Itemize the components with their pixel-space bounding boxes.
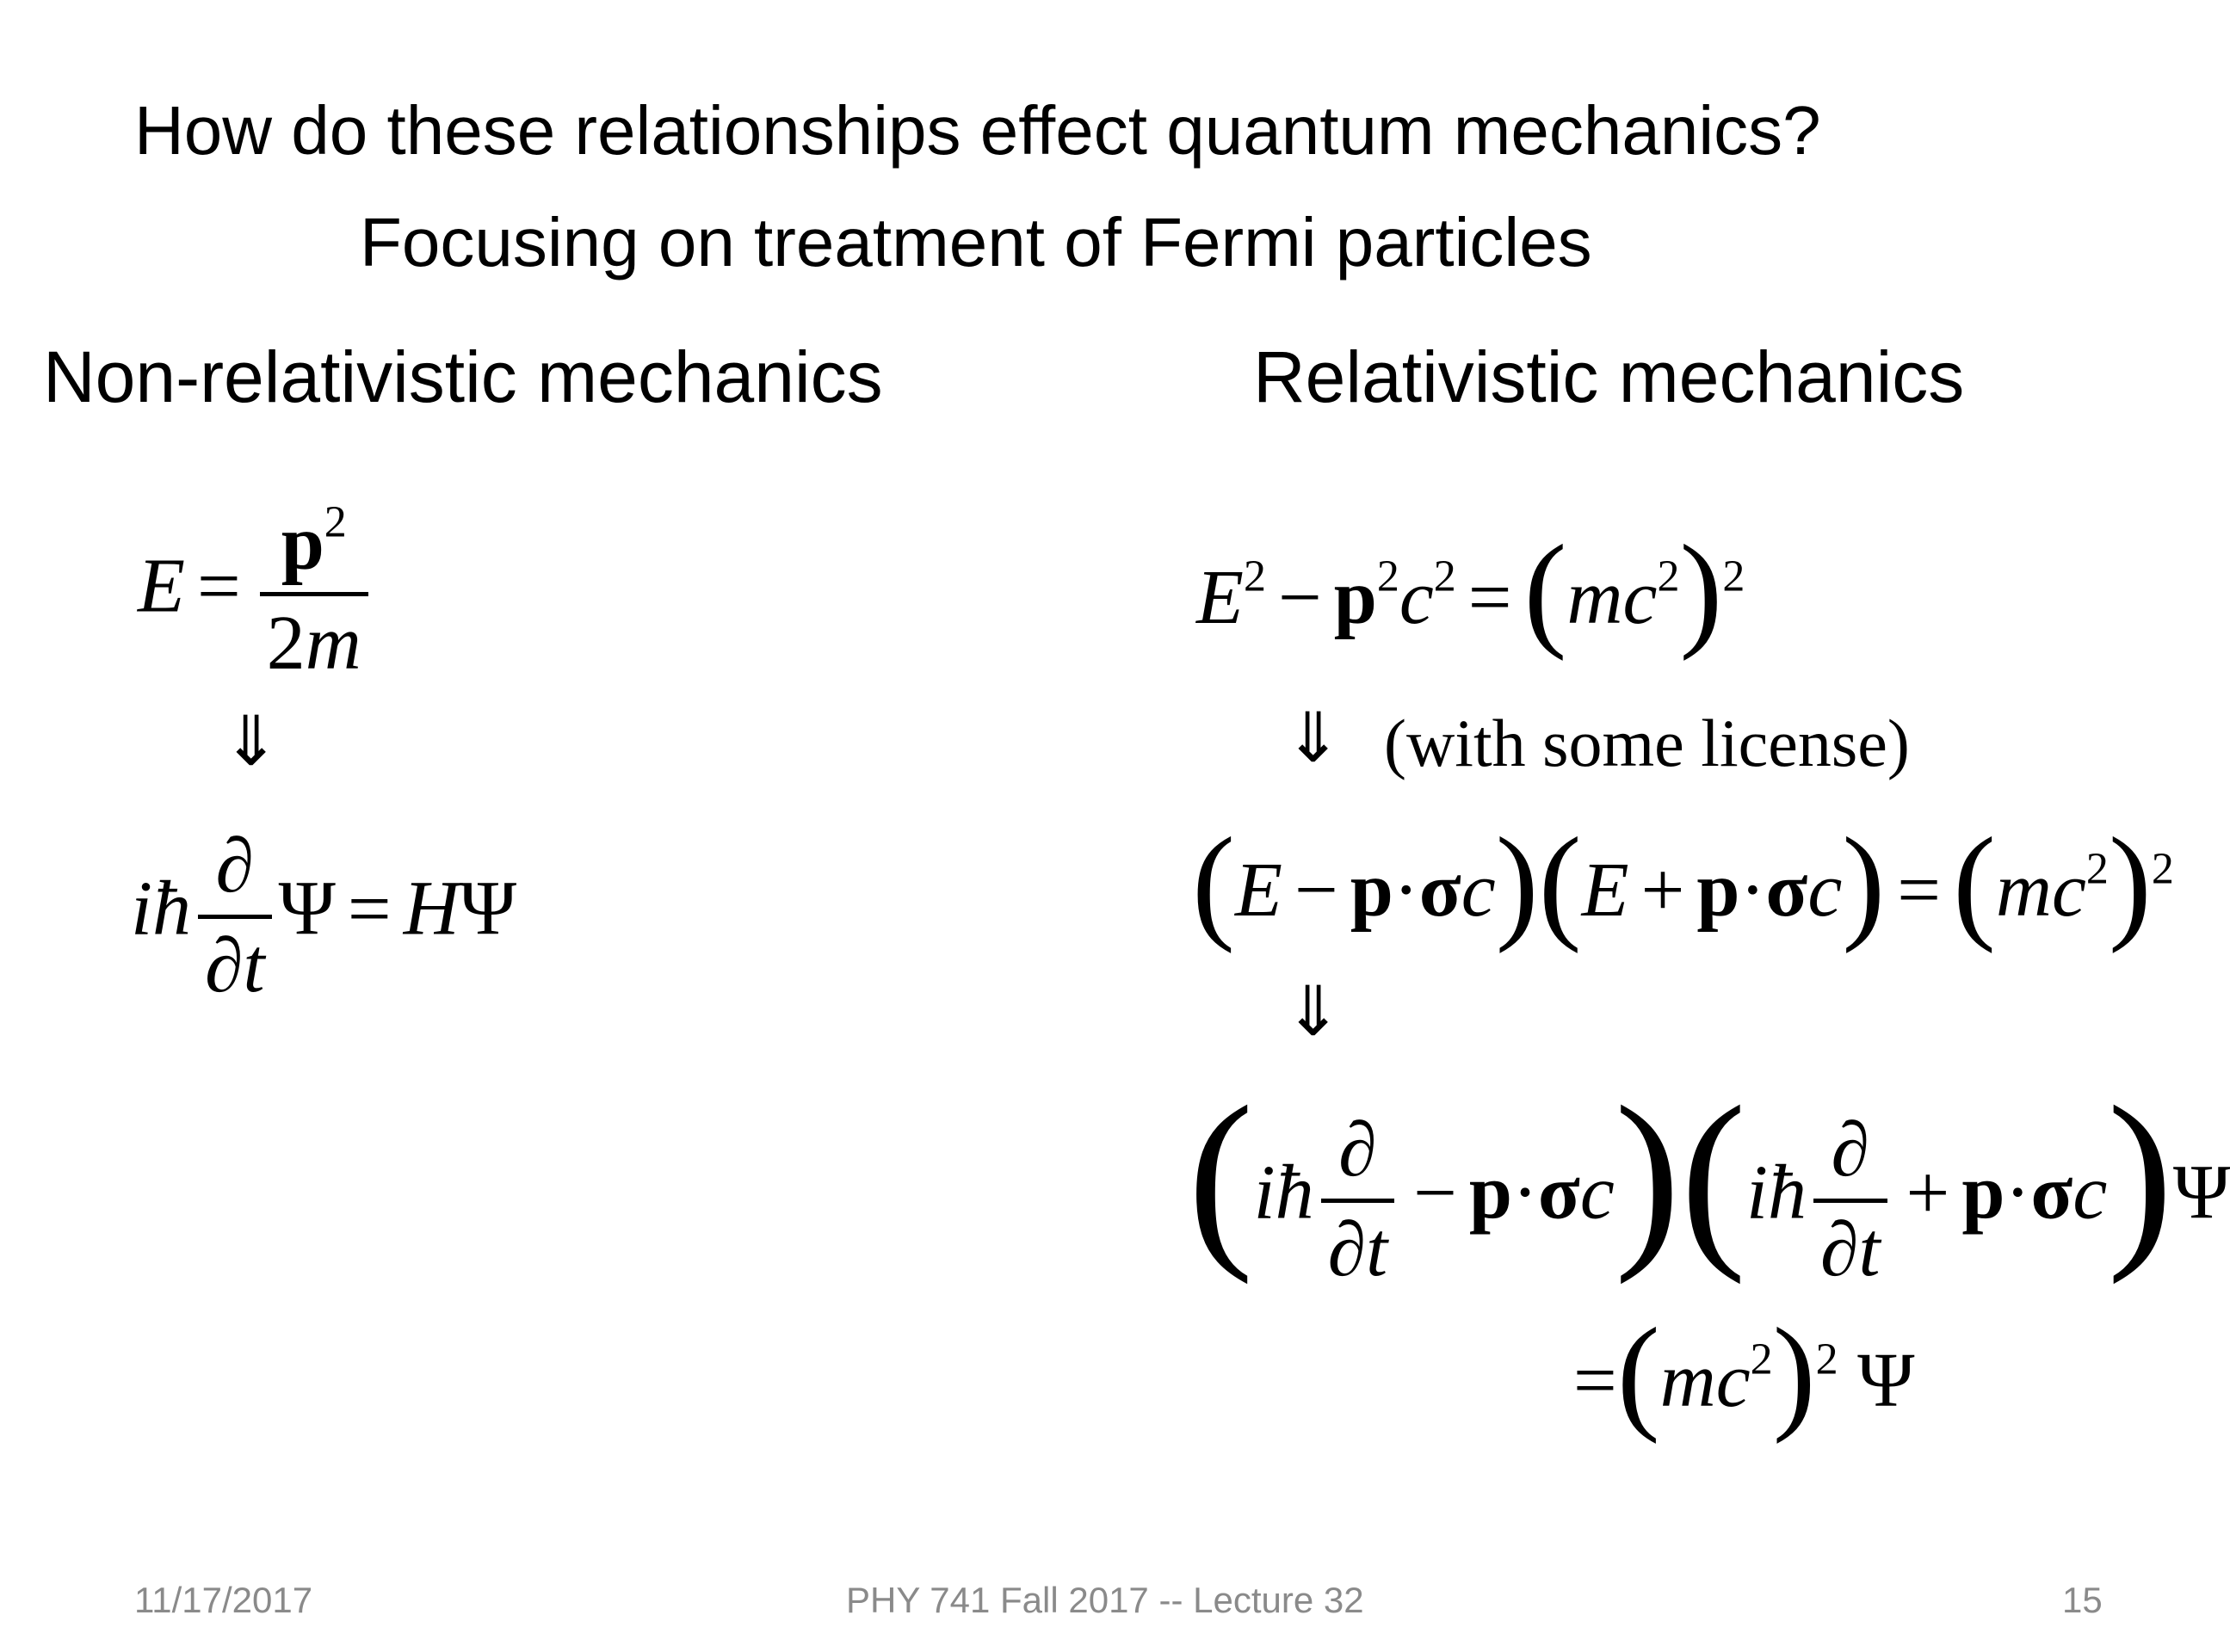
footer-course: PHY 741 Fall 2017 -- Lecture 32 [846, 1580, 1364, 1620]
left-heading: Non-relativistic mechanics [43, 336, 883, 417]
energy-equation-rel: $E^2 - p^2c^2 =(mc^2)^2$ [1196, 519, 1745, 662]
footer-page-number: 15 [2062, 1580, 2103, 1620]
license-note: (with some license) [1384, 706, 1910, 780]
factored-equation: $(E - p\cdot\sigma c)(E + p\cdot\sigma c) =(mc^2)^2$ [1192, 811, 2174, 954]
operator-equation: (iħ $\frac{\partial}{\partial t}$ − p·σc)(iħ $\frac{\partial}{\partial t}$ + p·σc)Ψ [1188, 1065, 2230, 1292]
implies-arrow-left: ⇓ [222, 701, 281, 781]
slide-title: How do these relationships effect quantum mechanics? [134, 92, 1821, 169]
footer-date: 11/17/2017 [134, 1580, 313, 1620]
operator-equation-rhs: $=(mc^2)^2$ Ψ [1573, 1302, 1915, 1445]
slide-subtitle: Focusing on treatment of Fermi particles [360, 204, 1592, 280]
energy-equation-nonrel: E = $\frac{p^2}{2m}$ [138, 503, 375, 684]
schrodinger-equation: iħ $\frac{\partial}{\partial t}$ Ψ = HΨ [131, 823, 517, 1008]
right-heading: Relativistic mechanics [1253, 336, 1965, 417]
implies-arrow-right-2: ⇓ [1284, 971, 1343, 1051]
implies-arrow-right-1: ⇓ [1284, 698, 1343, 778]
